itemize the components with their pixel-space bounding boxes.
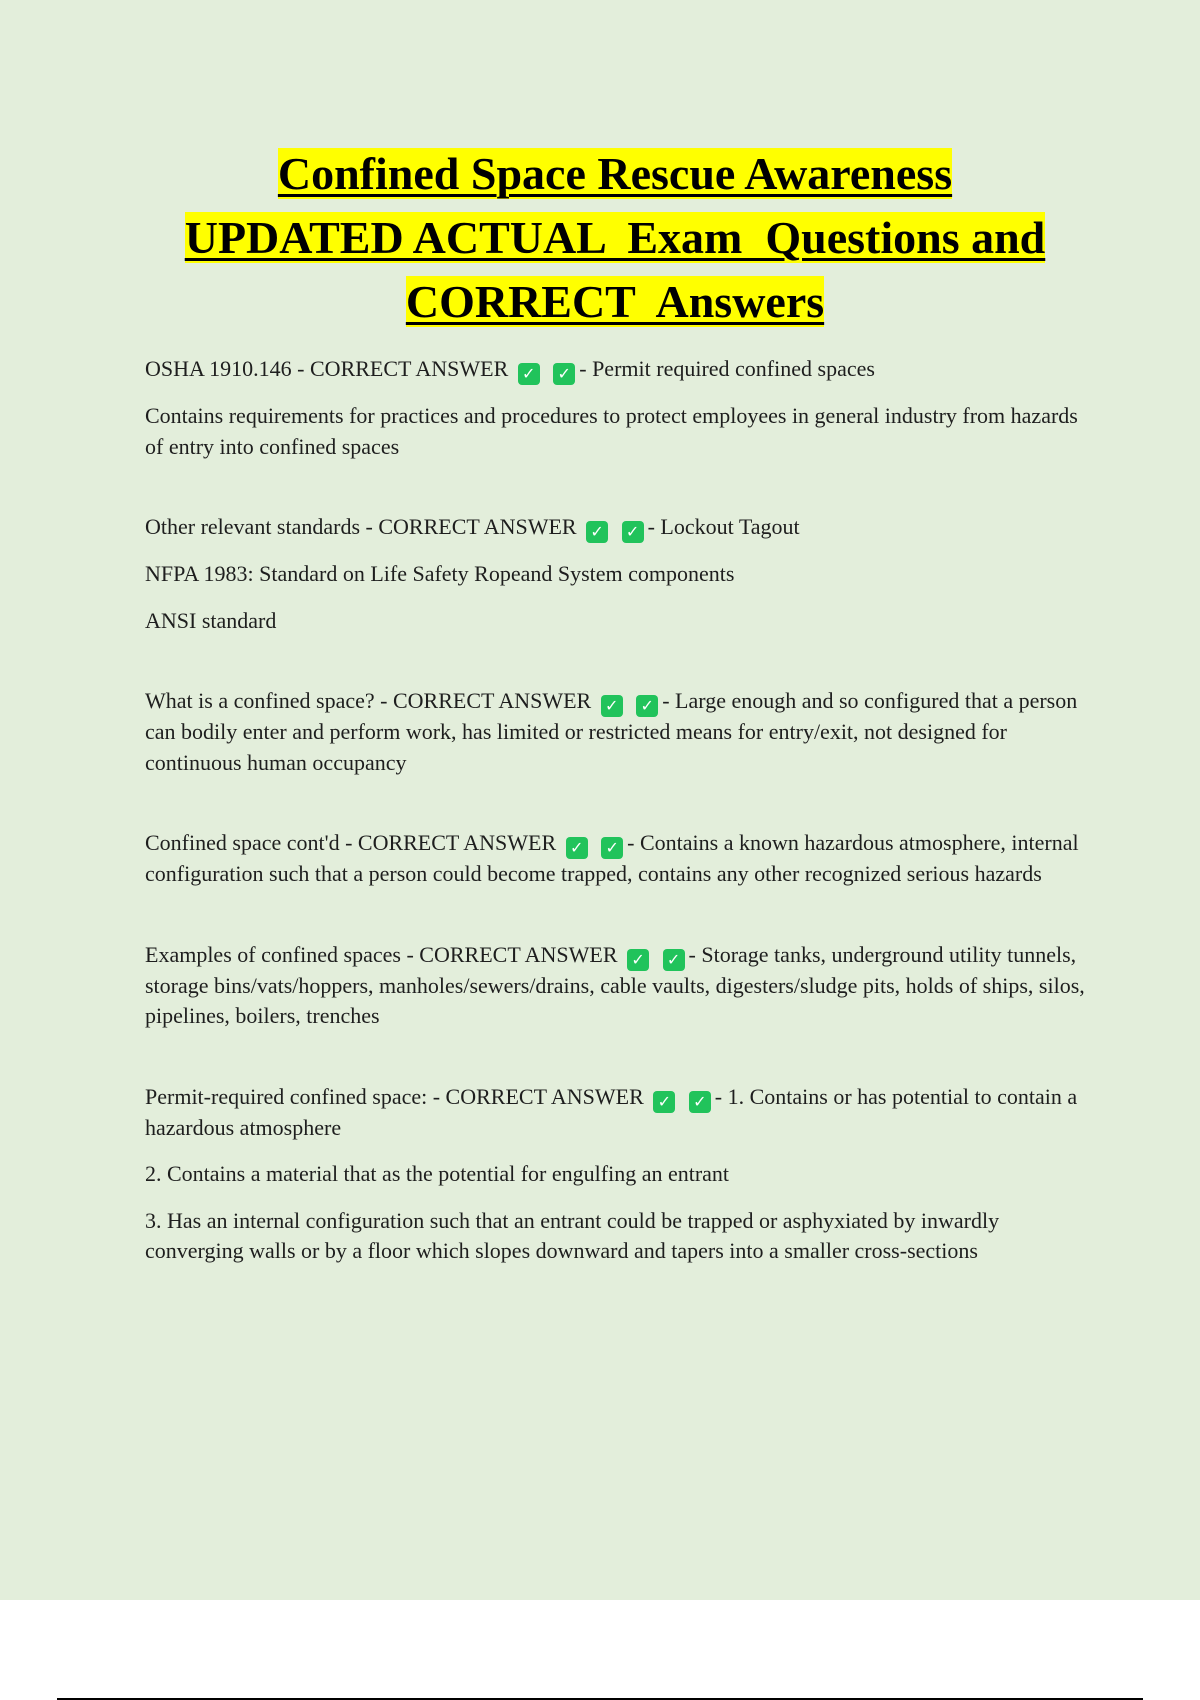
- check-mark-icon: ✓: [663, 949, 685, 971]
- check-mark-icon: ✓: [636, 695, 658, 717]
- answer-text: - Storage tanks, underground utility tunnels, storage bins/vats/hoppers, manholes/sewers/drains, cable vaults, digesters/sludge pits, holds of ships, silos, pipelines, boilers, trenches: [145, 941, 1085, 1028]
- check-mark-icon: ✓: [586, 521, 608, 543]
- title-line-2: UPDATED ACTUAL Exam Questions and: [184, 212, 1046, 263]
- qa-entry: [145, 686, 1095, 778]
- question-text: Other relevant standards - CORRECT ANSWER: [145, 514, 577, 539]
- check-mark-icon: ✓: [689, 1091, 711, 1113]
- answer-continuation: 2. Contains a material that as the potential for engulfing an entrant: [145, 1161, 730, 1186]
- qa-entry: [145, 1082, 1095, 1267]
- page-title: [60, 142, 1170, 334]
- answer-text: - Contains a known hazardous atmosphere, internal configuration such that a person could become trapped, contains any other recognized serious hazards: [145, 830, 1079, 886]
- title-line-3: CORRECT Answers: [405, 276, 825, 327]
- qa-line: [145, 354, 1095, 385]
- question-text: OSHA 1910.146 - CORRECT ANSWER: [145, 356, 509, 381]
- check-mark-icon: ✓: [627, 949, 649, 971]
- qa-list: [145, 354, 1095, 1317]
- question-text: Examples of confined spaces - CORRECT ANSWER: [145, 941, 618, 967]
- question-text: What is a confined space? - CORRECT ANSWER: [145, 688, 592, 713]
- answer-text: - Large enough and so configured that a person can bodily enter and perform work, has limited or restricted means for entry/exit, not designed for continuous human occupancy: [145, 688, 1078, 775]
- answer-continuation: 3. Has an internal configuration such that an entrant could be trapped or asphyxiated by inwardly converging walls or by a floor which slopes downward and tapers into a smaller cross-sections: [145, 1207, 1000, 1263]
- qa-line: [145, 828, 1095, 890]
- check-mark-icon: ✓: [566, 837, 588, 859]
- check-mark-icon: ✓: [622, 521, 644, 543]
- question-text: Confined space cont'd - CORRECT ANSWER: [145, 830, 557, 855]
- qa-entry: [145, 512, 1095, 636]
- qa-entry: [145, 940, 1095, 1032]
- answer-continuation: ANSI standard: [145, 607, 277, 633]
- check-mark-icon: ✓: [653, 1091, 675, 1113]
- check-mark-icon: ✓: [553, 363, 575, 385]
- title-line-1: Confined Space Rescue Awareness: [277, 148, 953, 199]
- qa-line: [145, 1082, 1095, 1144]
- qa-entry: [145, 354, 1095, 462]
- answer-continuation: Contains requirements for practices and procedures to protect employees in general industry from hazards of entry into confined spaces: [145, 403, 1078, 459]
- question-text: Permit-required confined space: - CORRECT ANSWER: [145, 1083, 644, 1109]
- answer-text: - Permit required confined spaces: [579, 356, 875, 381]
- qa-line: [145, 686, 1095, 778]
- check-mark-icon: ✓: [601, 837, 623, 859]
- answer-text: - 1. Contains or has potential to contain a hazardous atmosphere: [145, 1083, 1078, 1140]
- check-mark-icon: ✓: [518, 363, 540, 385]
- qa-entry: [145, 828, 1095, 890]
- qa-line: [145, 512, 1095, 543]
- answer-text: - Lockout Tagout: [647, 514, 800, 539]
- qa-line: [145, 940, 1095, 1032]
- answer-continuation: NFPA 1983: Standard on Life Safety Ropeand System components: [145, 561, 735, 586]
- check-mark-icon: ✓: [601, 695, 623, 717]
